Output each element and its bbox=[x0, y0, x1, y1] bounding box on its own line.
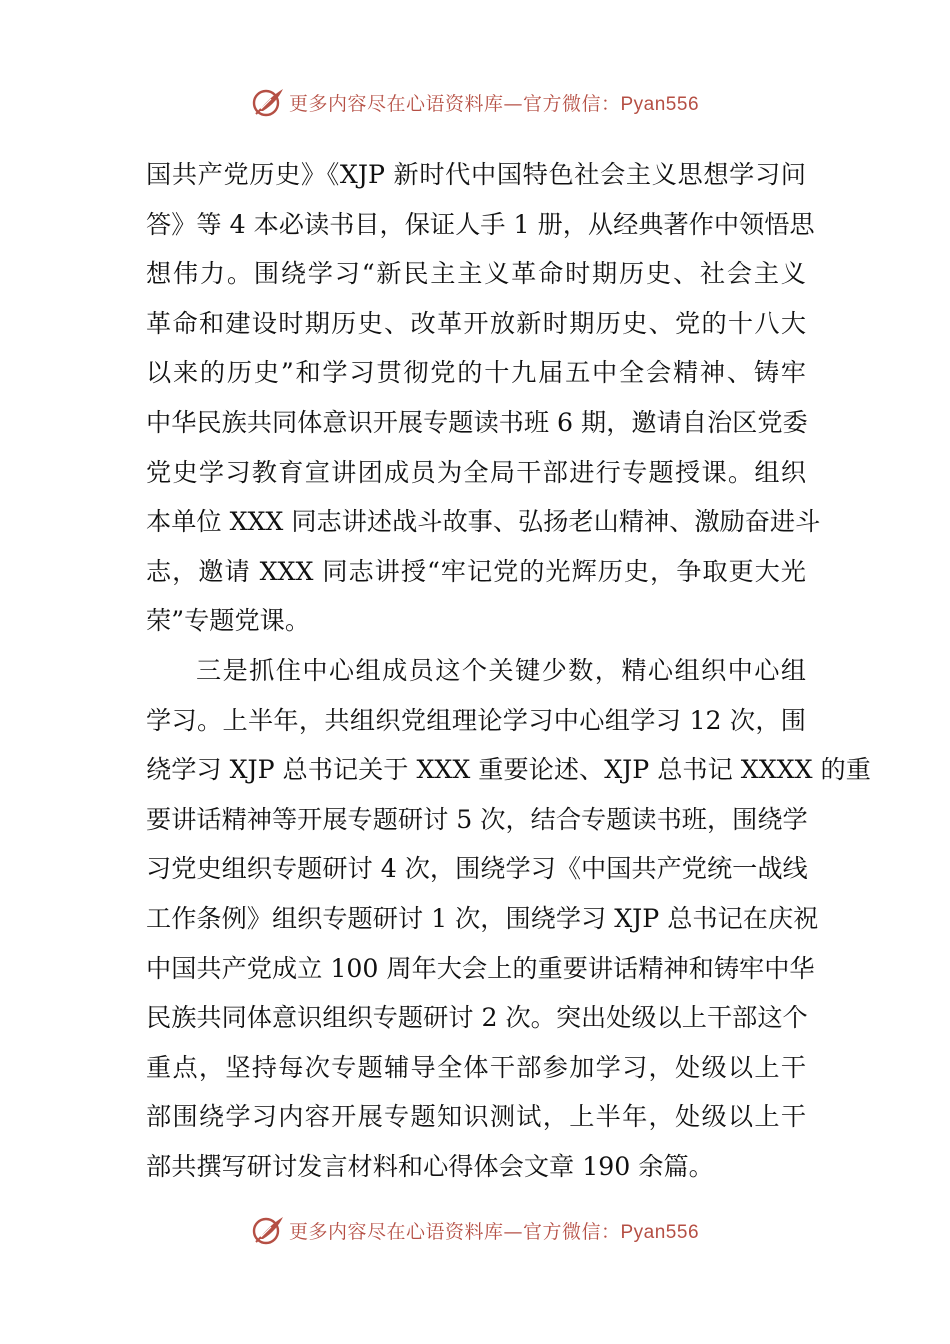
text-line: 国共产党历史》《XJP 新时代中国特色社会主义思想学习问 bbox=[146, 160, 806, 189]
text-line: 以来的历史”和学习贯彻党的十九届五中全会精神、铸牢 bbox=[146, 358, 806, 388]
text-line: 答》等 4 本必读书目，保证人手 1 册，从经典著作中领悟思 bbox=[146, 209, 815, 239]
text-line: 志，邀请 XXX 同志讲授“牢记党的光辉历史，争取更大光 bbox=[146, 556, 806, 586]
text-line: 绕学习 XJP 总书记关于 XXX 重要论述、XJP 总书记 XXXX 的重 bbox=[146, 755, 871, 785]
text-line: 习党史组织专题研讨 4 次，围绕学习《中国共产党统一战线 bbox=[146, 854, 808, 884]
footer-banner bbox=[0, 1210, 950, 1250]
text-line: 中国共产党成立 100 周年大会上的重要讲话精神和铸牢中华 bbox=[146, 953, 815, 983]
text-line: 工作条例》组织专题研讨 1 次，围绕学习 XJP 总书记在庆祝 bbox=[146, 903, 819, 933]
text-line: 本单位 XXX 同志讲述战斗故事、弘扬老山精神、激励奋进斗 bbox=[146, 507, 821, 537]
text-line: 中华民族共同体意识开展专题读书班 6 期，邀请自治区党委 bbox=[146, 407, 808, 437]
text-line: 想伟力。围绕学习“新民主主义革命时期历史、社会主义 bbox=[146, 259, 806, 289]
quill-logo-icon bbox=[251, 85, 285, 119]
wechat-id: Pyan556 bbox=[620, 1221, 700, 1243]
quill-logo-icon bbox=[251, 1213, 285, 1247]
text-line: 党史学习教育宣讲团成员为全局干部进行专题授课。组织 bbox=[146, 457, 806, 487]
text-line: 学习。上半年，共组织党组理论学习中心组学习 12 次，围 bbox=[146, 705, 806, 735]
text-line: 重点，坚持每次专题辅导全体干部参加学习，处级以上干 bbox=[146, 1052, 806, 1082]
text-line: 荣”专题党课。 bbox=[146, 606, 311, 636]
paragraph-2 bbox=[146, 646, 871, 1192]
banner-text: 更多内容尽在心语资料库—官方微信： bbox=[288, 92, 621, 115]
text-line-indented: 三是抓住中心组成员这个关键少数，精心组织中心组 bbox=[196, 655, 806, 685]
text-line: 部围绕学习内容开展专题知识测试，上半年，处级以上干 bbox=[146, 1102, 806, 1132]
wechat-id: Pyan556 bbox=[620, 93, 700, 115]
banner-caption bbox=[289, 1217, 699, 1244]
header-banner bbox=[0, 82, 950, 122]
banner-text: 更多内容尽在心语资料库—官方微信： bbox=[288, 1220, 621, 1243]
text-line: 民族共同体意识组织专题研讨 2 次。突出处级以上干部这个 bbox=[146, 1003, 808, 1033]
banner-caption bbox=[289, 89, 699, 116]
paragraph-1 bbox=[146, 150, 821, 646]
document-body bbox=[146, 150, 871, 1191]
text-line: 部共撰写研讨发言材料和心得体会文章 190 余篇。 bbox=[146, 1151, 714, 1181]
text-line: 要讲话精神等开展专题研讨 5 次，结合专题读书班，围绕学 bbox=[146, 804, 808, 834]
text-line: 革命和建设时期历史、改革开放新时期历史、党的十八大 bbox=[146, 308, 806, 338]
